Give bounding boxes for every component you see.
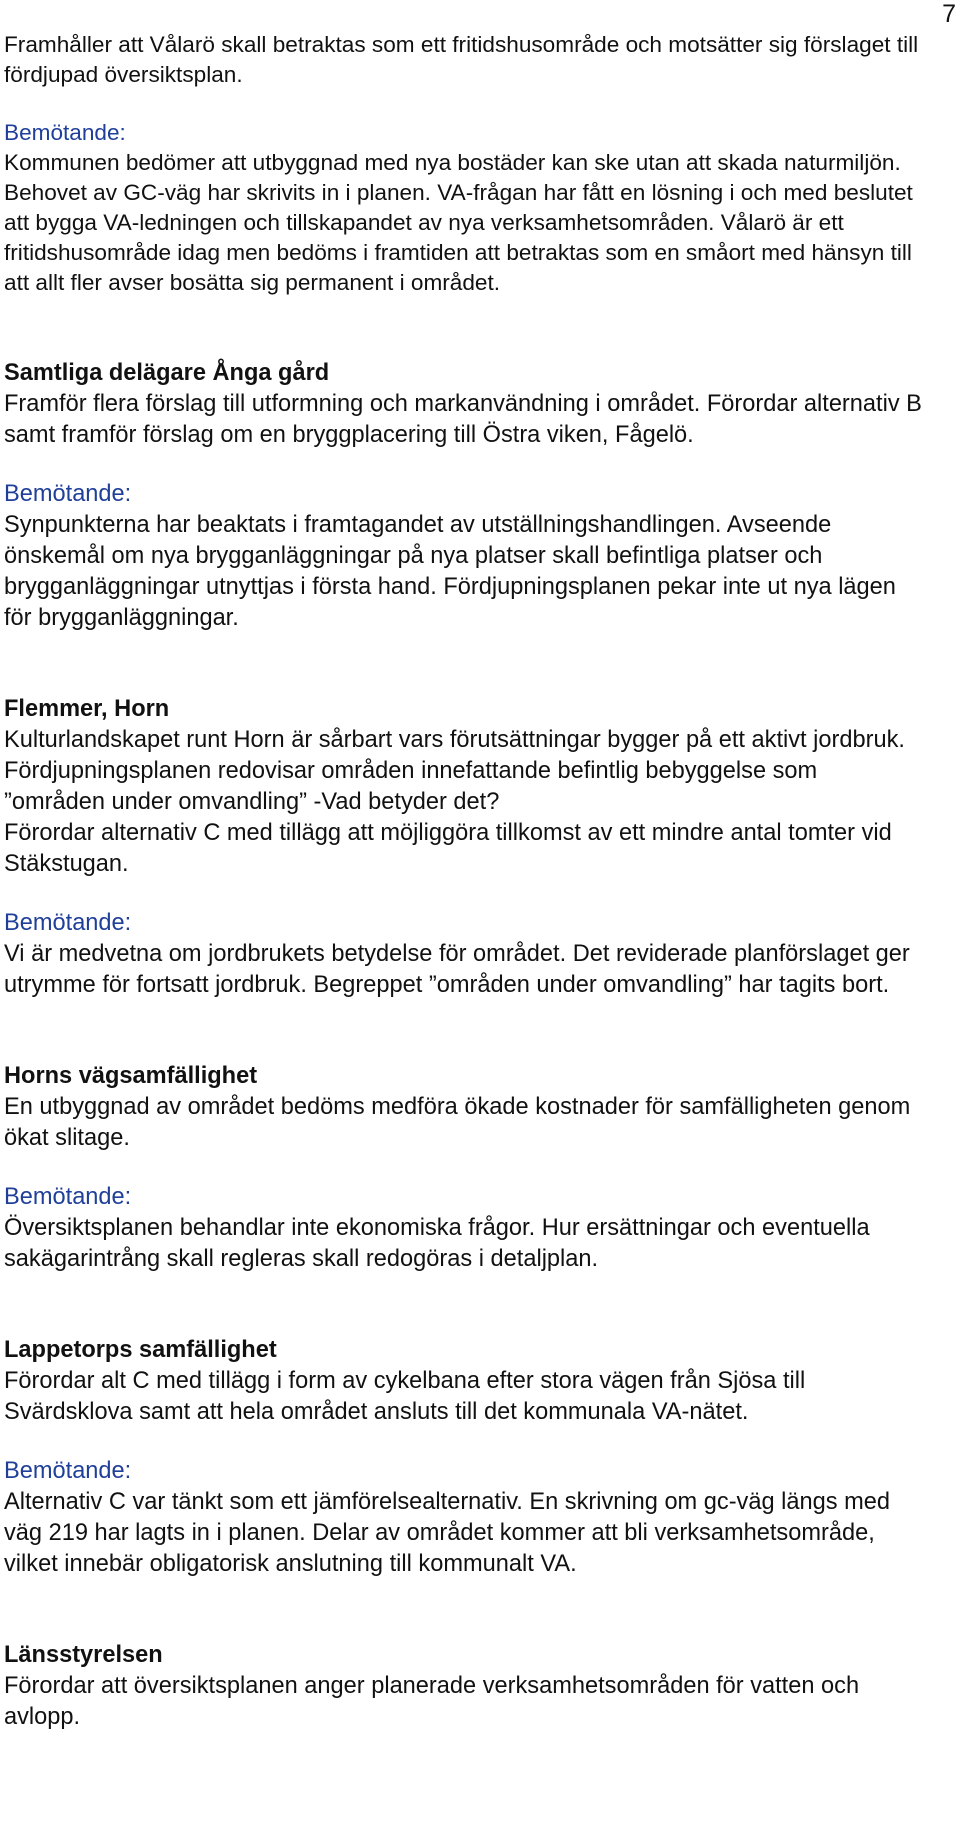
section-heading: Horns vägsamfällighet — [4, 1063, 258, 1089]
section-opinion: Framför flera förslag till utformning och markanvändning i området. Förordar alternativ B samt framför förslag om en bryggplacering till Östra viken, Fågelö. — [4, 391, 922, 448]
section-response: Synpunkterna har beaktats i framtagandet av utställningshandlingen. Avseende önskemål om nya brygganläggningar på nya platser skall befintliga platser och brygganläggningar utnyttjas i första hand. Fördjupningsplanen pekar inte ut nya lägen för brygganläggningar. — [4, 512, 896, 631]
section-heading: Samtliga delägare Ånga gård — [4, 360, 330, 386]
section-opinion: En utbyggnad av området bedöms medföra ökade kostnader för samfälligheten genom ökat slitage. — [4, 1094, 911, 1151]
intro-opinion: Framhåller att Vålarö skall betraktas som ett fritidshusområde och motsätter sig förslaget till fördjupad översiktsplan. — [4, 32, 919, 87]
section-heading: Flemmer, Horn — [4, 696, 170, 722]
page-number: 7 — [942, 0, 956, 28]
section-opinion: Förordar alt C med tillägg i form av cykelbana efter stora vägen från Sjösa till Svärdsklova samt att hela området ansluts till det kommunala VA-nätet. — [4, 1368, 806, 1425]
section-opinion-2: Förordar alternativ C med tillägg att möjliggöra tillkomst av ett mindre antal tomter vid Stäkstugan. — [4, 820, 892, 877]
section-anga-gard — [4, 358, 924, 634]
section-opinion: Förordar att översiktsplanen anger planerade verksamhetsområden för vatten och avlopp. — [4, 1673, 860, 1730]
response-label: Bemötande: — [4, 910, 132, 936]
response-label: Bemötande: — [4, 1458, 132, 1484]
intro-response-label: Bemötande: — [4, 120, 126, 145]
section-horns-vagsamfallighet — [4, 1061, 924, 1275]
section-flemmer-horn — [4, 694, 924, 1001]
response-label: Bemötande: — [4, 481, 132, 507]
response-label: Bemötande: — [4, 1184, 132, 1210]
section-response: Alternativ C var tänkt som ett jämförelsealternativ. En skrivning om gc-väg längs med väg 219 har lagts in i planen. Delar av området kommer att bli verksamhetsområde, vilket innebär obligatorisk anslutning till kommunalt VA. — [4, 1489, 890, 1577]
section-lappetorps-samfallighet — [4, 1335, 924, 1580]
document-body — [4, 30, 924, 1733]
section-heading: Länsstyrelsen — [4, 1642, 163, 1668]
section-lansstyrelsen — [4, 1640, 924, 1733]
section-heading: Lappetorps samfällighet — [4, 1337, 277, 1363]
intro-response: Kommunen bedömer att utbyggnad med nya bostäder kan ske utan att skada naturmiljön. Behovet av GC-väg har skrivits in i planen. VA-frågan har fått en lösning i och med beslutet att bygga VA-ledningen och tillskapandet av nya verksamhetsområden. Vålarö är ett fritidshusområde idag men bedöms i framtiden att betraktas som en småort med hänsyn till att allt fler avser bosätta sig permanent i området. — [4, 150, 913, 295]
section-response: Översiktsplanen behandlar inte ekonomiska frågor. Hur ersättningar och eventuella sakägarintrång skall regleras skall redogöras i detaljplan. — [4, 1215, 870, 1272]
section-opinion: Kulturlandskapet runt Horn är sårbart vars förutsättningar bygger på ett aktivt jordbruk. Fördjupningsplanen redovisar områden innefattande befintlig bebyggelse som ”områden under omvandling” -Vad betyder det? — [4, 727, 905, 815]
section-response: Vi är medvetna om jordbrukets betydelse för området. Det reviderade planförslaget ger utrymme för fortsatt jordbruk. Begreppet ”områden under omvandling” har tagits bort. — [4, 941, 910, 998]
